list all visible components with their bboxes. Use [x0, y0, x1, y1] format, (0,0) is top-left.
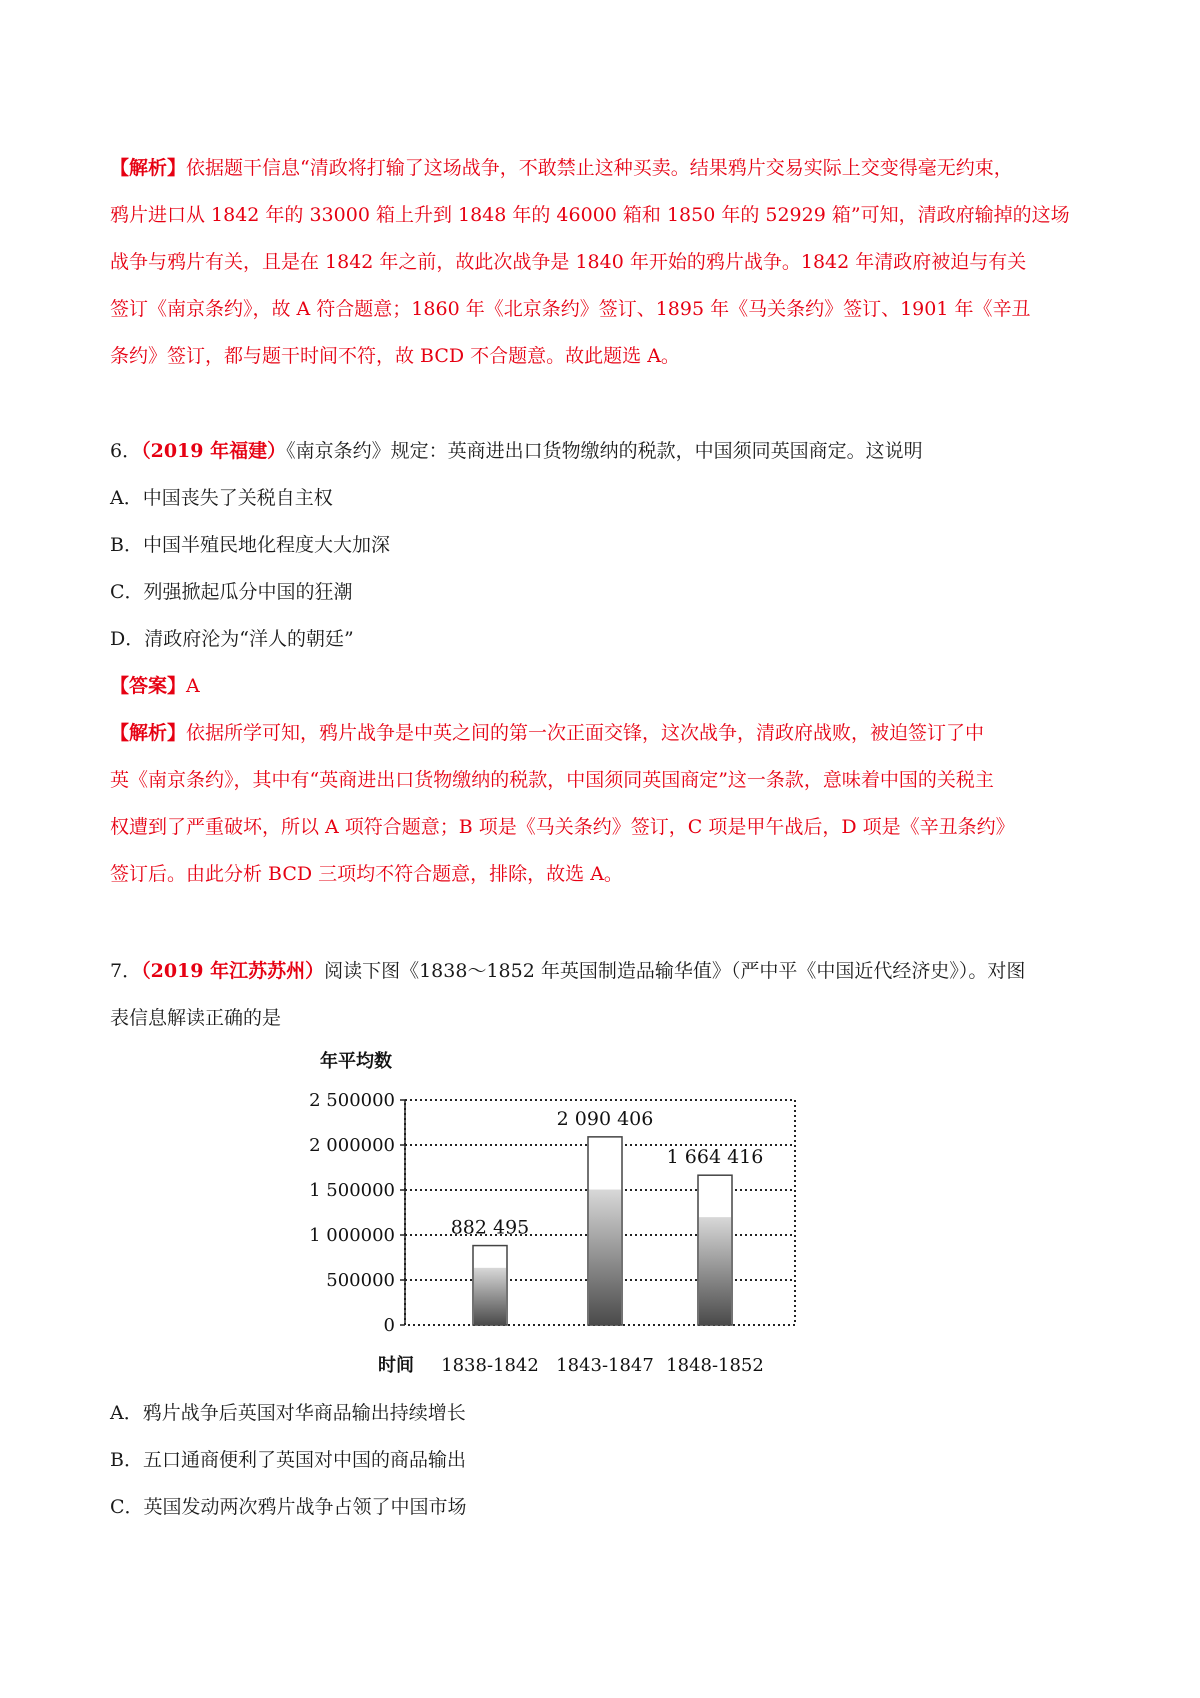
- analysis-label: 【解析】: [110, 157, 187, 179]
- question-source: （2019 年江苏苏州）: [141, 960, 325, 982]
- question-text: 阅读下图《1838～1852 年英国制造品输华值》（严中平《中国近代经济史》）。对图: [324, 960, 1026, 982]
- y-tick-label: 2 000000: [309, 1135, 395, 1156]
- question-number: 6．: [110, 440, 142, 462]
- option-c: C．列强掀起瓜分中国的狂潮: [110, 581, 353, 603]
- question-text-cont: 表信息解读正确的是: [110, 1007, 282, 1029]
- y-tick-label: 500000: [326, 1270, 395, 1291]
- analysis-line: 签订后。由此分析 BCD 三项均不符合题意，排除，故选 A。: [110, 863, 623, 885]
- y-axis-label: 年平均数: [320, 1051, 392, 1072]
- bar: [699, 1217, 731, 1325]
- analysis-line: 战争与鸦片有关，且是在 1842 年之前，故此次战争是 1840 年开始的鸦片战争。1842 年清政府被迫与有关: [110, 251, 1027, 273]
- analysis-q6: [110, 710, 1100, 898]
- x-tick-label: 1838-1842: [441, 1355, 539, 1376]
- question-number: 7．: [110, 960, 142, 982]
- analysis-line: 条约》签订，都与题干时间不符，故 BCD 不合题意。故此题选 A。: [110, 345, 680, 367]
- question-text: 《南京条约》规定：英商进出口货物缴纳的税款，中国须同英国商定。这说明: [286, 440, 923, 462]
- bar-value-label: 1 664 416: [666, 1146, 764, 1169]
- option-d: D．清政府沦为“洋人的朝廷”: [110, 628, 354, 650]
- y-tick-label: 0: [383, 1315, 395, 1336]
- analysis-label: 【解析】: [110, 722, 187, 744]
- x-tick-label: 1843-1847: [556, 1355, 654, 1376]
- question-stem: [110, 428, 1100, 475]
- x-axis-label: 时间: [378, 1355, 414, 1376]
- bar: [474, 1268, 506, 1325]
- question-6: [110, 428, 1100, 898]
- y-tick-label: 2 500000: [309, 1090, 395, 1111]
- y-tick-label: 1 500000: [309, 1180, 395, 1201]
- option-b: B．中国半殖民地化程度大大加深: [110, 534, 390, 556]
- option-a: A．中国丧失了关税自主权: [110, 487, 333, 509]
- answer-line: [110, 663, 1100, 710]
- bar-value-label: 882 495: [450, 1216, 530, 1239]
- option-a: A．鸦片战争后英国对华商品输出持续增长: [110, 1402, 466, 1424]
- bar-value-label: 2 090 406: [556, 1107, 654, 1130]
- question-7: [110, 948, 1100, 1042]
- answer-label: 【答案】: [110, 675, 187, 697]
- analysis-line: 签订《南京条约》，故 A 符合题意；1860 年《北京条约》签订、1895 年《马关条约》签订、1901 年《辛丑: [110, 298, 1031, 320]
- x-tick-label: 1848-1852: [666, 1355, 764, 1376]
- y-tick-label: 1 000000: [309, 1225, 395, 1246]
- chart-svg: [220, 1045, 840, 1385]
- answer-value: A: [186, 675, 200, 697]
- analysis-line: 依据题干信息“清政将打输了这场战争，不敢禁止这种买卖。结果鸦片交易实际上交变得毫无约束，: [186, 157, 1013, 179]
- option-b: B．五口通商便利了英国对中国的商品输出: [110, 1449, 466, 1471]
- question-stem: [110, 948, 1100, 995]
- bar: [589, 1190, 621, 1325]
- analysis-q5: [110, 145, 1100, 380]
- question-7-options: [110, 1390, 1100, 1531]
- bar-chart: [220, 1045, 840, 1385]
- analysis-line: 依据所学可知，鸦片战争是中英之间的第一次正面交锋，这次战争，清政府战败，被迫签订了中: [186, 722, 985, 744]
- question-source: （2019 年福建）: [141, 440, 287, 462]
- analysis-line: 鸦片进口从 1842 年的 33000 箱上升到 1848 年的 46000 箱和 1850 年的 52929 箱”可知，清政府输掉的这场: [110, 204, 1070, 226]
- analysis-line: 权遭到了严重破坏，所以 A 项符合题意；B 项是《马关条约》签订，C 项是甲午战后，D 项是《辛丑条约》: [110, 816, 1015, 838]
- option-c: C．英国发动两次鸦片战争占领了中国市场: [110, 1496, 467, 1518]
- analysis-line: 英《南京条约》，其中有“英商进出口货物缴纳的税款，中国须同英国商定”这一条款，意味着中国的关税主: [110, 769, 994, 791]
